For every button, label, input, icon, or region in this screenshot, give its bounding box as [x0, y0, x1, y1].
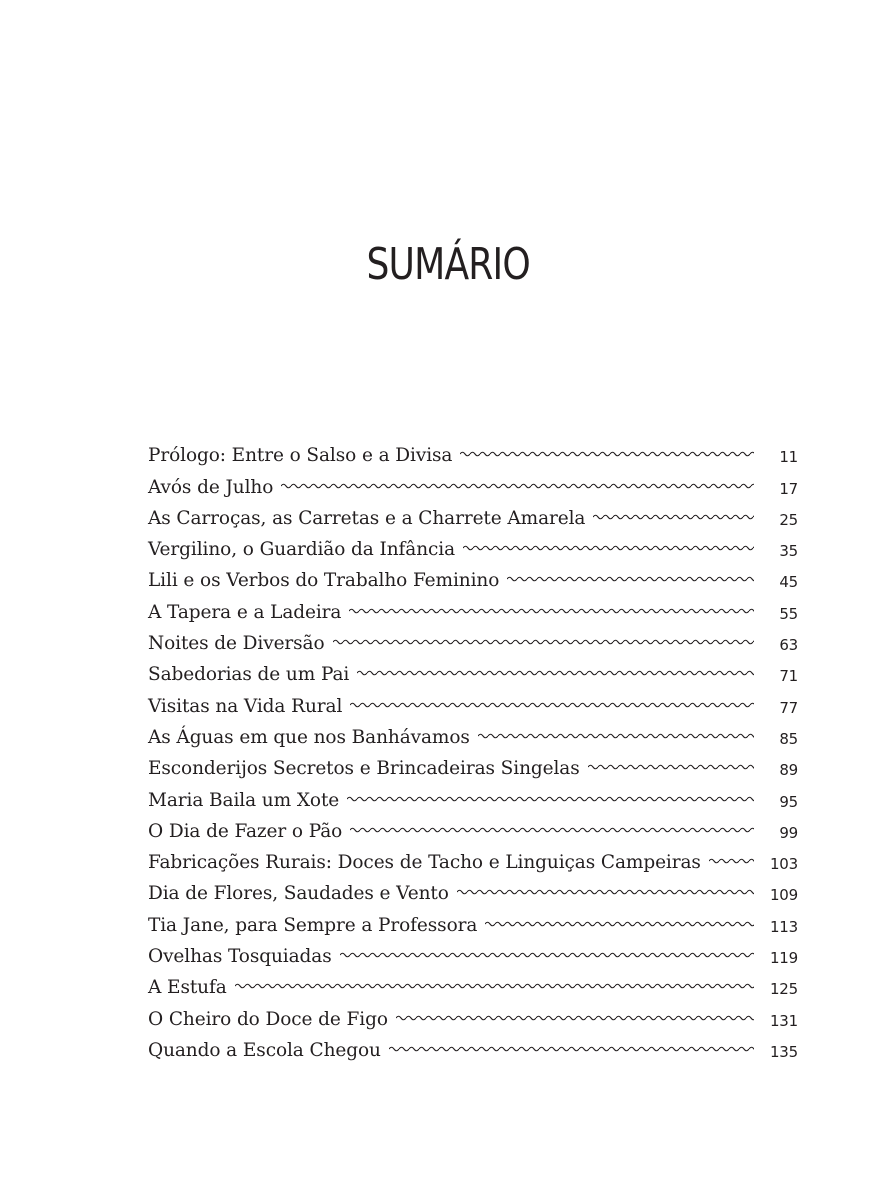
- wavy-leader: [485, 919, 754, 929]
- toc-entry: [148, 500, 798, 531]
- wavy-leader: [347, 794, 754, 804]
- wavy-leader: [350, 700, 754, 710]
- toc-entry-title: Fabricações Rurais: Doces de Tacho e Linguiças Campeiras: [148, 852, 701, 874]
- toc-entry-title: O Dia de Fazer o Pão: [148, 820, 343, 842]
- toc-entry-title: Noites de Diversão: [148, 633, 325, 655]
- toc-entry-page: 63: [779, 636, 798, 655]
- toc-entry-page: 119: [769, 949, 798, 968]
- wavy-leader: [588, 762, 754, 772]
- wavy-leader: [333, 637, 754, 647]
- toc-entry-title: Maria Baila um Xote: [148, 789, 340, 811]
- wavy-leader: [350, 825, 754, 835]
- toc-entry: [148, 687, 798, 718]
- toc-entry-page: 113: [769, 917, 798, 936]
- wavy-leader: [235, 981, 754, 991]
- toc-entry-page: 89: [779, 761, 798, 780]
- toc-entry-title: As Águas em que nos Banhávamos: [148, 726, 470, 748]
- wavy-leader: [460, 449, 754, 459]
- wavy-leader: [389, 1044, 754, 1054]
- wavy-leader: [507, 574, 754, 584]
- toc-entry-page: 135: [769, 1042, 798, 1061]
- toc-entry-title: Visitas na Vida Rural: [148, 695, 343, 717]
- table-of-contents: [148, 437, 798, 1063]
- page-title: SUMÁRIO: [366, 239, 530, 291]
- toc-entry-title: Tia Jane, para Sempre a Professora: [148, 914, 478, 936]
- toc-entry-title: Lili e os Verbos do Trabalho Feminino: [148, 570, 500, 592]
- toc-entry-title: Prólogo: Entre o Salso e a Divisa: [148, 445, 453, 467]
- toc-entry-title: As Carroças, as Carretas e a Charrete Amarela: [148, 507, 586, 529]
- toc-entry-title: O Cheiro do Doce de Figo: [148, 1008, 388, 1030]
- toc-entry: [148, 906, 798, 937]
- wavy-leader: [457, 887, 754, 897]
- toc-entry-page: 77: [779, 698, 798, 717]
- toc-entry: [148, 969, 798, 1000]
- toc-entry-page: 11: [779, 448, 798, 467]
- wavy-leader: [593, 512, 754, 522]
- toc-entry-page: 109: [769, 886, 798, 905]
- toc-entry: [148, 750, 798, 781]
- toc-entry-page: 55: [779, 604, 798, 623]
- wavy-leader: [281, 481, 754, 491]
- toc-entry: [148, 656, 798, 687]
- toc-entry: [148, 593, 798, 624]
- toc-entry-page: 17: [779, 479, 798, 498]
- toc-entry-title: Dia de Flores, Saudades e Vento: [148, 883, 449, 905]
- toc-entry-title: Esconderijos Secretos e Brincadeiras Singelas: [148, 758, 580, 780]
- toc-entry: [148, 1032, 798, 1063]
- toc-entry: [148, 1000, 798, 1031]
- wavy-leader: [709, 856, 754, 866]
- wavy-leader: [463, 543, 754, 553]
- toc-entry-title: Sabedorias de um Pai: [148, 664, 350, 686]
- toc-entry-page: 25: [779, 510, 798, 529]
- toc-entry: [148, 625, 798, 656]
- toc-entry: [148, 468, 798, 499]
- toc-entry: [148, 875, 798, 906]
- toc-entry: [148, 844, 798, 875]
- toc-entry: [148, 562, 798, 593]
- wavy-leader: [349, 606, 754, 616]
- toc-entry-page: 95: [779, 792, 798, 811]
- toc-entry-page: 103: [769, 855, 798, 874]
- toc-entry-page: 45: [779, 573, 798, 592]
- toc-entry: [148, 719, 798, 750]
- toc-entry: [148, 938, 798, 969]
- toc-entry-page: 131: [769, 1011, 798, 1030]
- wavy-leader: [396, 1013, 754, 1023]
- toc-entry-title: A Tapera e a Ladeira: [148, 601, 342, 623]
- wavy-leader: [357, 668, 754, 678]
- toc-entry-title: Ovelhas Tosquiadas: [148, 946, 332, 968]
- toc-entry: [148, 531, 798, 562]
- toc-entry-page: 35: [779, 542, 798, 561]
- toc-entry: [148, 813, 798, 844]
- toc-entry-page: 71: [779, 667, 798, 686]
- toc-entry-title: Avós de Julho: [148, 476, 274, 498]
- toc-entry-title: Quando a Escola Chegou: [148, 1039, 381, 1061]
- toc-entry: [148, 437, 798, 468]
- toc-entry: [148, 781, 798, 812]
- wavy-leader: [478, 731, 754, 741]
- wavy-leader: [340, 950, 754, 960]
- toc-entry-page: 99: [779, 823, 798, 842]
- toc-entry-page: 85: [779, 729, 798, 748]
- toc-entry-page: 125: [769, 980, 798, 999]
- toc-entry-title: A Estufa: [148, 977, 227, 999]
- toc-entry-title: Vergilino, o Guardião da Infância: [148, 539, 456, 561]
